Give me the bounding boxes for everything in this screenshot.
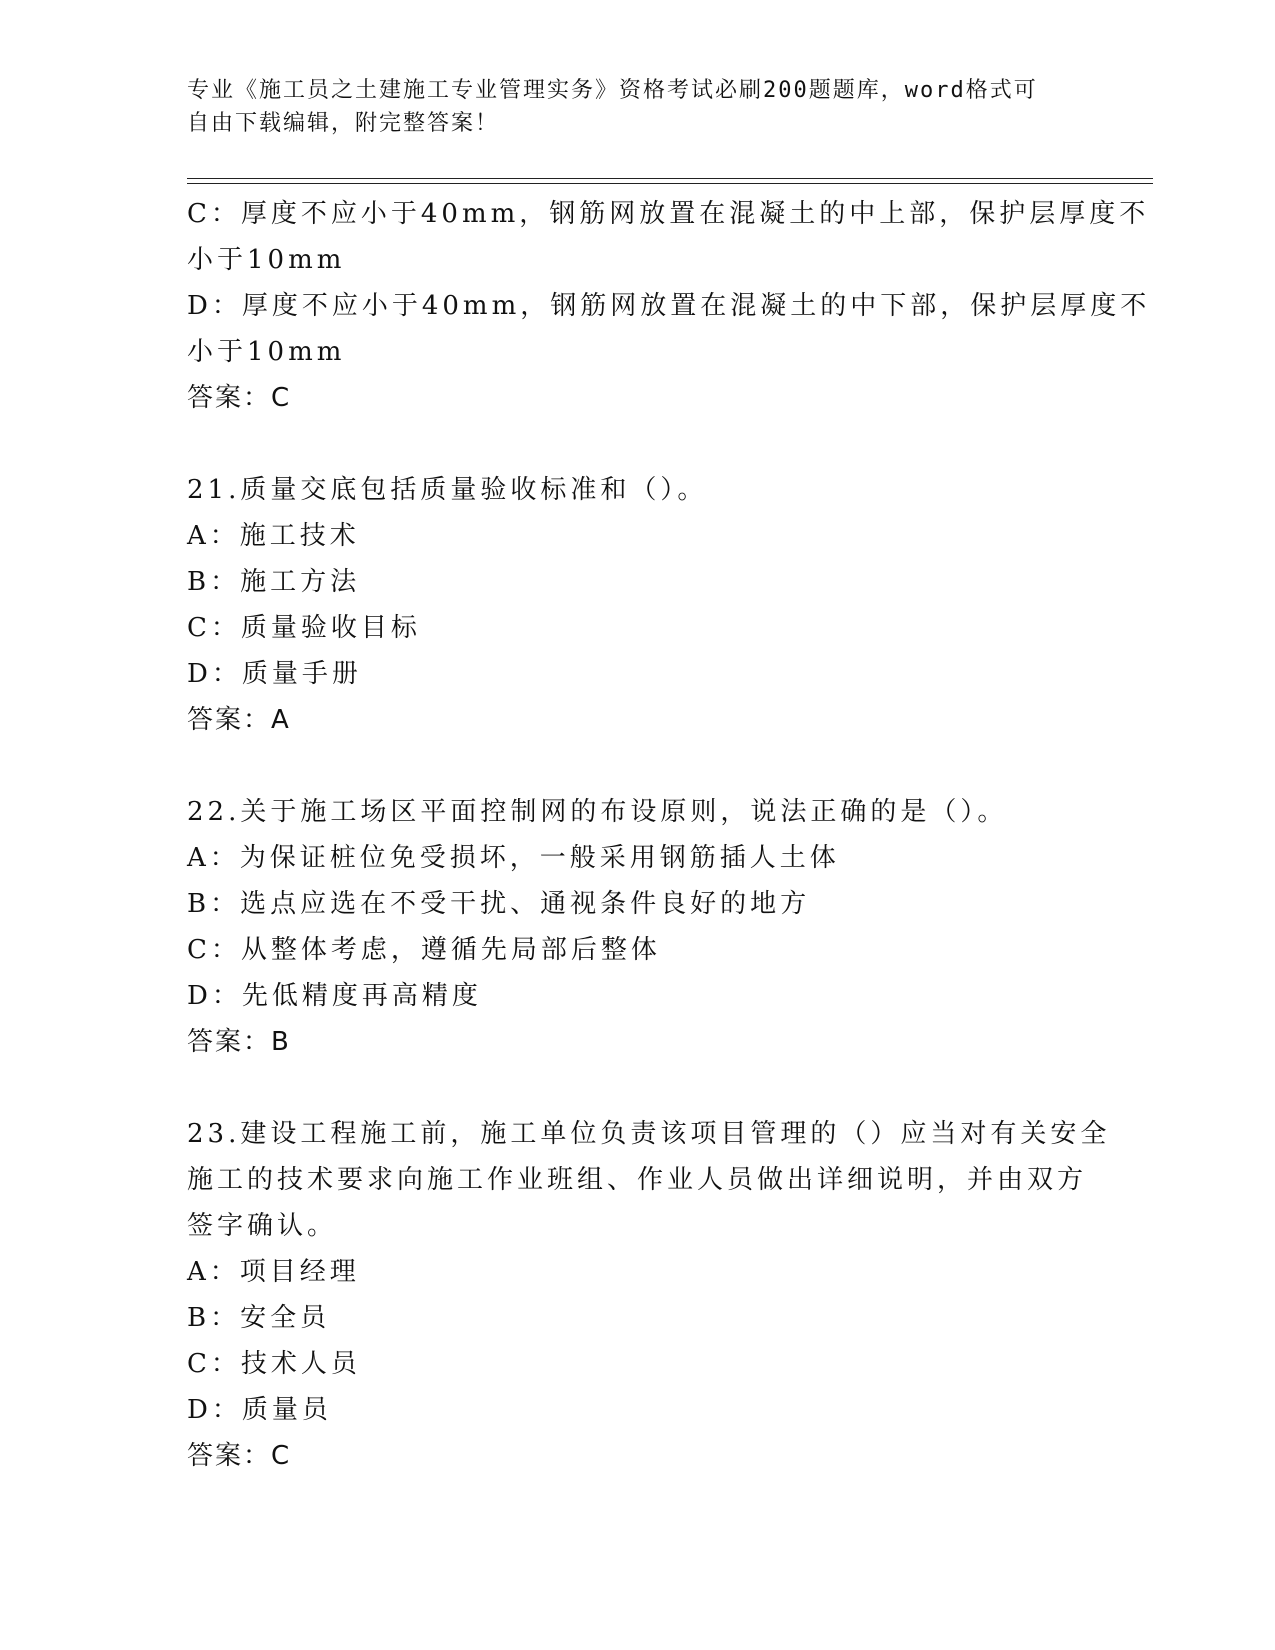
question-stem-line-1: 23.建设工程施工前，施工单位负责该项目管理的（）应当对有关安全 — [187, 1119, 1111, 1149]
option-d-line-2: 小于10mm — [187, 337, 346, 367]
question-21 — [187, 467, 1087, 743]
answer: 答案：C — [187, 1441, 292, 1471]
option-c: C：质量验收目标 — [187, 613, 421, 643]
header-divider-top — [187, 178, 1153, 179]
option-a: A：施工技术 — [187, 521, 360, 551]
option-c: C：从整体考虑，遵循先局部后整体 — [187, 935, 661, 965]
answer: 答案：C — [187, 383, 292, 413]
option-d-line-1: D：厚度不应小于40mm，钢筋网放置在混凝土的中下部，保护层厚度不 — [187, 291, 1151, 321]
option-b: B：安全员 — [187, 1303, 331, 1333]
header-divider-bottom — [187, 183, 1153, 184]
question-22 — [187, 789, 1087, 1065]
option-c-line-2: 小于10mm — [187, 245, 346, 275]
question-stem-line-3: 签字确认。 — [187, 1211, 338, 1241]
option-a: A：为保证桩位免受损坏，一般采用钢筋插人土体 — [187, 843, 840, 873]
option-d: D：质量手册 — [187, 659, 362, 689]
answer: 答案：B — [187, 1027, 291, 1057]
option-c-line-1: C：厚度不应小于40mm，钢筋网放置在混凝土的中上部，保护层厚度不 — [187, 199, 1150, 229]
document-body — [187, 191, 1151, 1479]
question-stem: 22.关于施工场区平面控制网的布设原则，说法正确的是（）。 — [187, 797, 1008, 827]
question-23 — [187, 1111, 1111, 1479]
option-b: B：选点应选在不受干扰、通视条件良好的地方 — [187, 889, 811, 919]
option-a: A：项目经理 — [187, 1257, 360, 1287]
header-title-line-2: 自由下载编辑，附完整答案！ — [187, 111, 500, 136]
option-d: D：质量员 — [187, 1395, 332, 1425]
question-stem-line-2: 施工的技术要求向施工作业班组、作业人员做出详细说明，并由双方 — [187, 1165, 1088, 1195]
option-c: C：技术人员 — [187, 1349, 361, 1379]
header-title-line-1: 专业《施工员之土建施工专业管理实务》资格考试必刷200题题库，word格式可 — [187, 78, 1038, 103]
answer: 答案：A — [187, 705, 291, 735]
option-d: D：先低精度再高精度 — [187, 981, 482, 1011]
question-stem: 21.质量交底包括质量验收标准和（）。 — [187, 475, 708, 505]
document-header — [187, 74, 1067, 140]
previous-question-tail — [187, 191, 1151, 421]
option-b: B：施工方法 — [187, 567, 361, 597]
